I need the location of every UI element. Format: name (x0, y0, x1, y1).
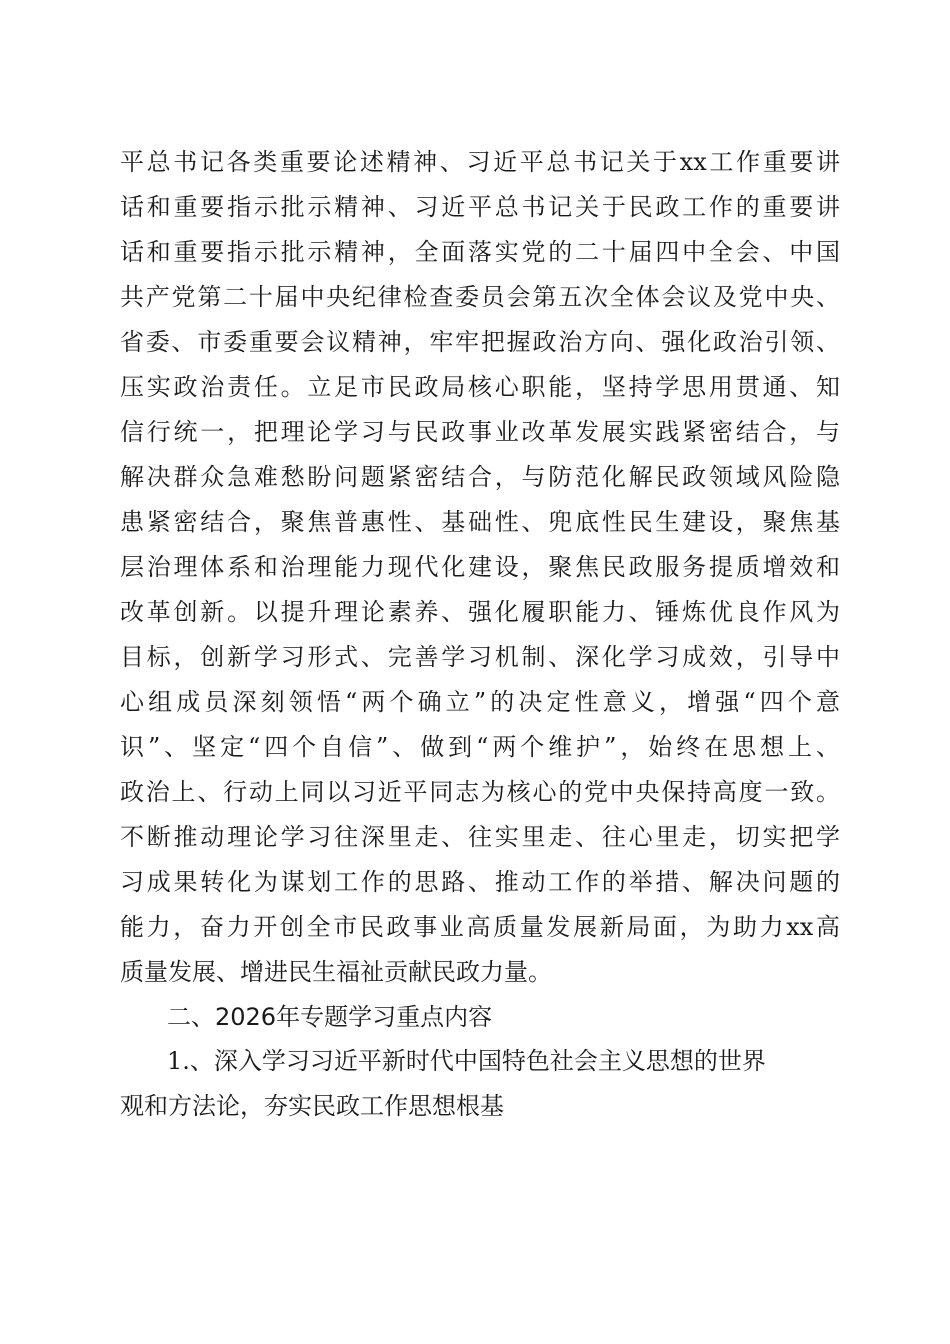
paragraph-line: 平总书记各类重要论述精神、习近平总书记关于xx工作重要讲 (120, 148, 840, 176)
paragraph-line: 目标，创新学习形式、完善学习机制、深化学习成效，引导中 (120, 643, 840, 671)
paragraph-line: 话和重要指示批示精神，全面落实党的二十届四中全会、中国 (120, 238, 840, 266)
paragraph-line: 压实政治责任。立足市民政局核心职能，坚持学思用贯通、知 (120, 373, 840, 401)
paragraph-line: 患紧密结合，聚焦普惠性、基础性、兜底性民生建设，聚焦基 (120, 508, 840, 536)
paragraph-line: 解决群众急难愁盼问题紧密结合，与防范化解民政领域风险隐 (120, 463, 840, 491)
paragraph-line: 话和重要指示批示精神、习近平总书记关于民政工作的重要讲 (120, 193, 840, 221)
paragraph-line: 心组成员深刻领悟“两个确立”的决定性意义，增强“四个意 (120, 688, 840, 716)
paragraph-line: 能力，奋力开创全市民政事业高质量发展新局面，为助力xx高 (120, 913, 840, 941)
paragraph-line: 质量发展、增进民生福祉贡献民政力量。 (120, 958, 552, 986)
paragraph-line: 改革创新。以提升理论素养、强化履职能力、锤炼优良作风为 (120, 598, 840, 626)
paragraph-line: 政治上、行动上同以习近平同志为核心的党中央保持高度一致。 (120, 778, 840, 806)
paragraph-line: 识”、坚定“四个自信”、做到“两个维护”，始终在思想上、 (120, 733, 840, 761)
subsection-line: 1.、深入学习习近平新时代中国特色社会主义思想的世界 (167, 1047, 766, 1075)
section-heading: 二、2026年专题学习重点内容 (167, 1003, 493, 1031)
paragraph-line: 不断推动理论学习往深里走、往实里走、往心里走，切实把学 (120, 823, 840, 851)
paragraph-line: 习成果转化为谋划工作的思路、推动工作的举措、解决问题的 (120, 868, 840, 896)
paragraph-line: 省委、市委重要会议精神，牢牢把握政治方向、强化政治引领、 (120, 328, 840, 356)
subsection-line: 观和方法论，夯实民政工作思想根基 (120, 1092, 504, 1120)
paragraph-line: 层治理体系和治理能力现代化建设，聚焦民政服务提质增效和 (120, 553, 840, 581)
paragraph-line: 信行统一，把理论学习与民政事业改革发展实践紧密结合，与 (120, 418, 840, 446)
paragraph-line: 共产党第二十届中央纪律检查委员会第五次全体会议及党中央、 (120, 283, 840, 311)
